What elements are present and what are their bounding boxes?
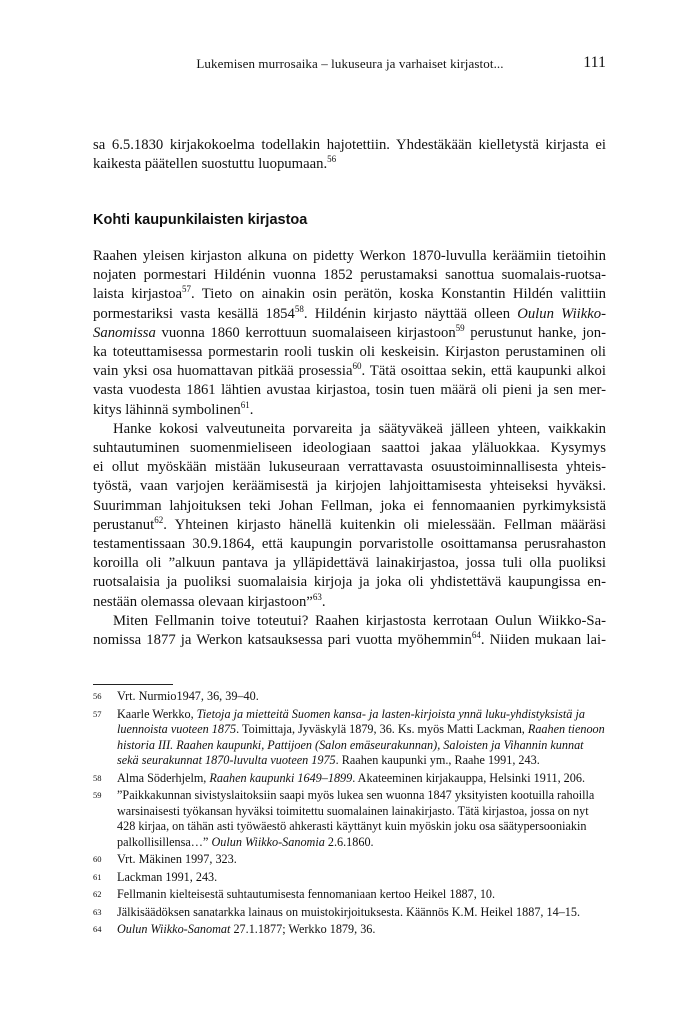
italic-title: Oulun Wiikko-	[517, 305, 607, 322]
footnote-text: Vrt. Nurmio1947, 36, 39–40.	[117, 689, 259, 703]
text-span: . Akateeminen kirjakauppa, Helsinki 1911, 206.	[352, 770, 586, 785]
text-line	[93, 535, 606, 554]
footnote	[93, 870, 606, 886]
footnote-number: 59	[93, 790, 102, 800]
text-line	[93, 573, 606, 592]
text-line	[93, 593, 606, 612]
text-span: Kaarle Werkko,	[117, 706, 197, 721]
text-line	[93, 631, 606, 650]
italic-title: Oulun Wiikko-Sanomat	[117, 922, 231, 936]
text-span: kitys lähinnä symbolinen	[93, 401, 241, 418]
text-span: Suurimman lahjoituksen teki Johan Fellman, joka ei fennomaanien pyrkimyksistä	[93, 497, 606, 514]
text-span: Hanke kokosi valveutuneita porvareita ja säätyväkeä jälleen yhteen, vaikkakin	[113, 420, 606, 437]
text-line	[93, 477, 606, 496]
footnote-number: 60	[93, 854, 102, 864]
text-line	[93, 439, 606, 458]
footnote	[93, 707, 606, 769]
running-title: Lukemisen murrosaika – lukuseura ja varhaiset kirjastot...	[196, 56, 504, 71]
footnote-divider	[93, 684, 173, 685]
italic-title: Sanomissa	[93, 324, 156, 341]
text-line	[93, 381, 606, 400]
section-heading: Kohti kaupunkilaisten kirjastoa	[93, 212, 308, 228]
footnote	[93, 852, 606, 868]
text-span: laista kirjastoa	[93, 286, 182, 303]
footnote-ref: 56	[327, 154, 337, 165]
text-line	[93, 155, 606, 174]
footnote	[93, 689, 606, 705]
text-span: . Yhteinen kirjasto hänellä kuitenkin oli mielessään. Fellman määräsi	[163, 516, 606, 533]
text-span: nestään olemassa olevaan kirjastoon”	[93, 593, 313, 610]
text-line	[93, 401, 606, 420]
footnote-ref: 63	[312, 591, 322, 602]
footnote-text: Jälkisäädöksen sanatarkka lainaus on muistokirjoituksesta. Käännös K.M. Heikel 1887, 14–15.	[117, 904, 581, 919]
text-line	[93, 362, 606, 381]
footnote-ref: 57	[181, 284, 191, 295]
text-span: . Tieto on ainakin osin perätön, koska Konstantin Hildén valittiin	[190, 286, 607, 303]
text-span: . Toimittaja, Jyväskylä 1879, 36. Ks. myös Matti Lackman,	[236, 722, 528, 736]
footnote-text	[117, 771, 606, 787]
footnote	[93, 771, 606, 787]
text-span: pormestariksi vasta kesällä 1854	[93, 305, 295, 322]
footnote-ref: 62	[154, 514, 164, 525]
text-line	[93, 420, 606, 439]
text-span: vuonna 1860 kerrottuun suomalaiseen kirjastoon	[155, 324, 456, 341]
text-span: Miten Fellmanin toive toteutui? Raahen kirjastosta kerrotaan Oulun Wiikko-Sa-	[113, 612, 606, 629]
text-span: vain yksi osa huomattavan pitkää prosessia	[93, 363, 353, 380]
text-span: sa 6.5.1830 kirjakokoelma todellakin hajotettiin. Yhdestäkään kielletystä kirjasta ei	[93, 137, 606, 153]
text-span: . Raahen kaupunki ym., Raahe 1991, 243.	[335, 753, 540, 767]
footnote-text: Vrt. Mäkinen 1997, 323.	[117, 852, 237, 866]
text-span: testamentissaan 30.9.1864, että kaupungin porvaristolle osoittamansa perusrahaston	[93, 536, 606, 553]
footnote	[93, 887, 606, 903]
text-span: ei ollut myöskään mistään lukuseuraan verrattavasta osuustoiminnallisesta yhteis-	[93, 459, 606, 476]
text-line	[93, 516, 606, 535]
text-line	[93, 285, 606, 304]
footnote-text: Fellmanin kielteisestä suhtautumisesta fennomaniaan kertoo Heikel 1887, 10.	[117, 887, 496, 901]
text-span: perustunut hanke, jon-	[464, 324, 606, 341]
footnote	[93, 905, 606, 921]
text-span: ”Paikkakunnan sivistyslaitoksiin saapi myös lukea sen wuonna 1847 yksityisten kootuilla rahoilla warsinaisesti työkansan hyväksi toimitettu suomalainen lainakirjasto. Tätä kirjastoa, jossa on nyt 428 kirjaa, on tähän asti työwäestö ahkerasti käyttänyt kuin myöskin joku osa säätypersooniakin palkollisillensa…”	[117, 788, 595, 849]
page-number: 111	[583, 54, 606, 71]
main-body	[93, 247, 606, 650]
italic-title: Raahen kaupunki 1649–1899	[209, 770, 353, 785]
text-line	[93, 458, 606, 477]
text-line	[93, 305, 606, 324]
text-span: 27.1.1877; Werkko 1879, 36.	[230, 922, 376, 936]
footnote-text	[117, 788, 606, 850]
running-header	[0, 52, 700, 76]
text-line	[93, 554, 606, 573]
footnotes	[93, 689, 606, 940]
text-line	[93, 343, 606, 362]
text-span: ka toteuttamisessa pormestarin rooli tuskin oli keskeisin. Kirjaston perustaminen oli	[93, 344, 606, 361]
footnote-number: 57	[93, 708, 102, 719]
text-span: . Hildénin kirjasto näyttää olleen	[303, 305, 518, 322]
italic-title: Raahen tienoon historia III. Raahen kaupunki, Pattijoen (Salon emäseurakunnan), Saloisten ja Vihannin kunnat sekä seurakunnat 1870-luvulta vuoteen 1975	[117, 722, 605, 767]
text-line	[93, 497, 606, 516]
italic-title: Oulun Wiikko-Sanomia	[211, 834, 325, 849]
footnote-number: 58	[93, 772, 102, 783]
text-line	[93, 612, 606, 631]
footnote-text	[117, 707, 606, 769]
text-span: perustanut	[93, 516, 155, 533]
text-line	[93, 324, 606, 343]
footnote-text: Lackman 1991, 243.	[117, 869, 218, 884]
text-span: .	[321, 593, 326, 610]
text-line	[93, 247, 606, 266]
footnote-number: 62	[93, 889, 102, 899]
opening-paragraph	[93, 136, 606, 174]
text-span: vasta vuodesta 1861 lähtien avustaa kirjastoa, tosin tuen määrä oli pieni ja sen mer-	[93, 382, 606, 399]
text-span: suhtautuminen suomenmieliseen ideologiaan saattoi jakaa yläluokkaa. Kysymys	[93, 440, 606, 457]
text-span: nojaten pormestari Hildénin vuonna 1852 perustamaksi sanottua suomalais-ruotsa-	[93, 267, 606, 284]
text-span: . Tätä osoittaa sekin, että kaupunki alkoi	[361, 363, 606, 380]
text-line	[93, 266, 606, 285]
footnote-ref: 64	[471, 630, 481, 641]
text-span: koroilla oli ”alkuun pantava ja ylläpidettävä lainakirjastoa, jossa tuli olla puoliksi	[93, 555, 606, 572]
footnote-number: 61	[93, 871, 102, 882]
footnote-number: 64	[93, 924, 102, 934]
text-span: nomissa 1877 ja Werkon katsauksessa pari vuotta myöhemmin	[93, 632, 472, 649]
italic-title: Tietoja ja mietteitä Suomen kansa- ja lasten-kirjoista ynnä luku-yhdistyksistä ja luennoista vuoteen 1875	[117, 706, 585, 736]
text-span: 2.6.1860.	[324, 834, 374, 849]
text-line	[93, 136, 606, 155]
footnote-ref: 59	[455, 322, 465, 333]
footnote	[93, 788, 606, 850]
text-span: .	[249, 401, 254, 418]
footnote-number: 56	[93, 691, 102, 701]
text-span: . Niiden mukaan lai-	[480, 632, 606, 649]
text-span: Alma Söderhjelm,	[117, 770, 210, 785]
text-span: ruotsalaisia ja puoliksi suomalaisia kirjoja ja joka oli yhdistettävä kaupungissa en-	[93, 574, 606, 591]
text-span: kaikesta päätellen suostuttu luopumaan.	[93, 156, 328, 173]
footnote	[93, 922, 606, 938]
footnote-number: 63	[93, 906, 102, 917]
footnote-ref: 61	[240, 399, 250, 410]
text-span: Raahen yleisen kirjaston alkuna on pidetty Werkon 1870-luvulla keräämiin tietoihin	[93, 248, 606, 264]
footnote-ref: 60	[352, 361, 362, 372]
footnote-text	[117, 922, 606, 938]
text-span: työstä, vaan varjojen keräämisestä ja kirjojen lahjoittamisesta yhteiseksi hyväksi.	[93, 478, 606, 495]
footnote-ref: 58	[294, 303, 304, 314]
